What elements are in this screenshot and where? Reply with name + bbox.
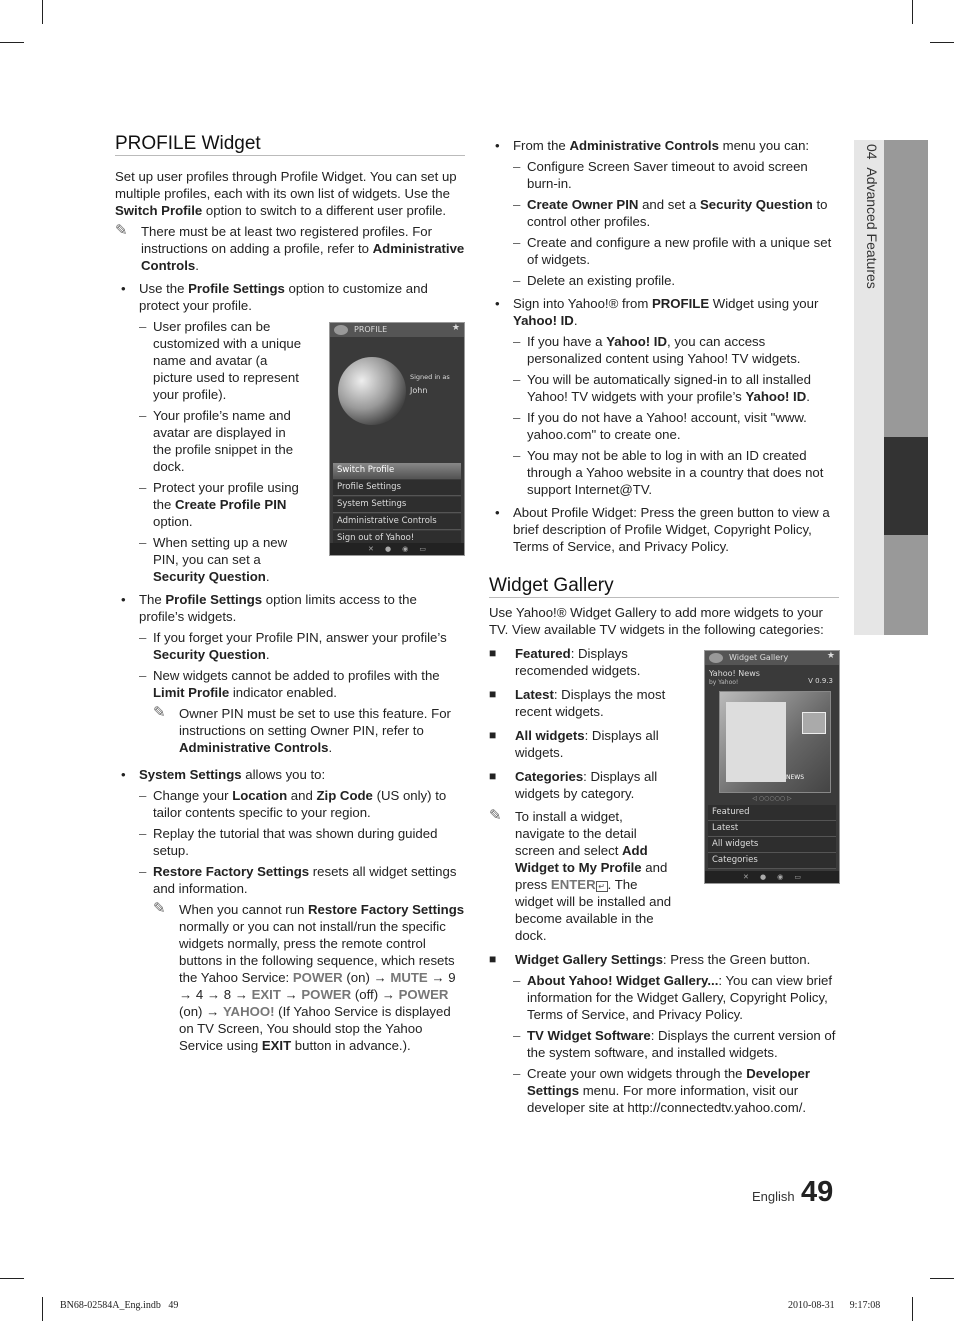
signed-in-label: Signed in as [410, 373, 450, 381]
remote-button-bar: ✕ ● ◉ ▭ [330, 543, 464, 555]
sub-item: – Protect your profile using the Create Profile PIN option. [139, 480, 299, 529]
chapter-title: Advanced Features [864, 167, 880, 289]
crop-mark [930, 1278, 954, 1279]
earth-avatar-icon [338, 357, 406, 425]
sub-item: – If you do not have a Yahoo! account, visit "www. yahoo.com" to create one. [513, 410, 807, 442]
bullet-profile-settings: • Use the Profile Settings option to customize and protect your profile. [121, 281, 428, 313]
profile-screen-header: PROFILE [330, 323, 464, 337]
crop-mark [930, 42, 954, 43]
sub-item: – About Yahoo! Widget Gallery...: You can view brief information for the Widget Gallery, Copyright Policy, Terms of Service, and Privacy Policy. [513, 973, 832, 1022]
bullet-about-profile: • About Profile Widget: Press the green button to view a brief description of Profile Widget, Copyright Policy, Terms of Service, and Privacy Policy. [495, 505, 830, 554]
note: ✎ When you cannot run Restore Factory Settings normally or you can not install/run the specific widgets normally, press the remote control buttons in the following sequence, which resets the Yahoo Service: POWER (on) → MUTE → 9 → 4 → 8 → EXIT → POWER (off) → POWER (on) → YAHOO! (If Yahoo Service is displayed on TV Screen, You should stop the Yahoo Service using EXIT button in advance.). [153, 900, 465, 1053]
note: ✎ To install a widget, navigate to the detail screen and select Add Widget to My Profile and press ENTER ↵ . The widget will be installed and become available in the dock. [489, 807, 672, 943]
bullet-sign-in: • Sign into Yahoo!® from PROFILE Widget using your Yahoo! ID. [495, 296, 819, 328]
sub-item: – Restore Factory Settings resets all widget settings and information. ✎ When you cannot run Restore Factory Settings normally or you can not install/run the specific widgets normally, press the remote control buttons in the following sequence, which resets the Yahoo Service: POWER (on) → MUTE → 9 → 4 → 8 → EXIT → POWER (off) → POWER (on) → YAHOO! (If Yahoo Service is displayed on TV Screen, You should stop the Yahoo Service using EXIT button in advance.). [139, 864, 465, 1053]
side-tab-active [884, 437, 928, 535]
menu-categories: Categories [708, 853, 836, 869]
crop-mark [0, 42, 24, 43]
news-label: NEWS [786, 774, 805, 781]
sub-item: – Your profile’s name and avatar are displayed in the profile snippet in the dock. [139, 408, 294, 474]
note: ✎ Owner PIN must be set to use this feature. For instructions on setting Owner PIN, refer to Administrative Controls. [153, 704, 451, 755]
chapter-number: 04 [864, 144, 880, 160]
footer-language: English [752, 1189, 795, 1204]
sub-item: – Replay the tutorial that was shown during guided setup. [139, 826, 438, 858]
intro-paragraph: Set up user profiles through Profile Widget. You can set up multiple profiles, each with its own list of widgets. Use the Switch Profile option to switch to a different user profile. [115, 169, 457, 218]
bullet-system-settings: • System Settings allows you to: [121, 767, 326, 782]
remote-button-bar: ✕ ● ◉ ▭ [705, 871, 839, 883]
profile-screen-image [329, 322, 465, 556]
sub-item: – TV Widget Software: Displays the current version of the system software, and installed widgets. [513, 1028, 836, 1060]
sub-item: – You will be automatically signed-in to all installed Yahoo! TV widgets with your profile’s Yahoo! ID. [513, 372, 811, 404]
crop-mark [42, 0, 43, 24]
widget-gallery-screen-image [704, 650, 840, 884]
crop-mark [42, 1297, 43, 1321]
footer-date: 2010-08-31 9:17:08 [788, 1300, 881, 1311]
profile-widget-heading: PROFILE Widget [115, 135, 465, 156]
note-pencil-icon: ✎ [489, 807, 502, 824]
bullet-profile-limits: • The Profile Settings option limits access to the profile’s widgets. [121, 592, 417, 624]
sub-item: – Change your Location and Zip Code (US only) to tailor contents specific to your region. [139, 788, 447, 820]
widget-gallery-settings: ■ Widget Gallery Settings: Press the Green button. [489, 952, 811, 967]
category-featured: ■ Featured: Displays recomended widgets. [489, 646, 641, 678]
gallery-app-version: V 0.9.3 [808, 677, 833, 685]
sub-item: – Create your own widgets through the Developer Settings menu. For more information, visit our developer site at http://connectedtv.yahoo.com/. [513, 1066, 810, 1115]
widget-gallery-heading: Widget Gallery [489, 577, 839, 598]
sub-item: – Create and configure a new profile with a unique set of widgets. [513, 235, 832, 267]
gallery-app-name: Yahoo! News [709, 669, 760, 678]
side-label [860, 144, 880, 344]
menu-switch-profile: Switch Profile [333, 463, 461, 479]
menu-all-widgets: All widgets [708, 837, 836, 853]
menu-profile-settings: Profile Settings [333, 480, 461, 496]
crop-mark [912, 0, 913, 24]
sub-item: – If you forget your Profile PIN, answer your profile’s Security Question. [139, 630, 447, 662]
sub-item: – If you have a Yahoo! ID, you can access personalized content using Yahoo! TV widgets. [513, 334, 801, 366]
star-icon: ★ [826, 651, 835, 661]
menu-latest: Latest [708, 821, 836, 837]
note: ✎ There must be at least two registered profiles. For instructions on adding a profile, refer to Administrative Controls. [115, 222, 465, 273]
sub-item: – User profiles can be customized with a unique name and avatar (a picture used to represent your profile). [139, 319, 302, 402]
note-pencil-icon: ✎ [153, 704, 166, 721]
sub-item: – New widgets cannot be added to profiles with the Limit Profile indicator enabled. ✎ Owner PIN must be set to use this feature. For instructions on setting Owner PIN, refer to Administrative Controls. [139, 667, 465, 756]
right-column [489, 137, 839, 1116]
profile-user-name: John [410, 386, 428, 395]
enter-icon: ↵ [596, 881, 608, 892]
sub-item: – Delete an existing profile. [513, 273, 676, 288]
sub-item: – You may not be able to log in with an ID created through a Yahoo website in a country that does not support Internet@TV. [513, 448, 824, 497]
footer-file: BN68-02584A_Eng.indb 49 [60, 1300, 179, 1311]
menu-featured: Featured [708, 805, 836, 821]
crop-mark [912, 1297, 913, 1321]
widget-gallery-intro: Use Yahoo!® Widget Gallery to add more widgets to your TV. View available TV widgets in the following categories: [489, 605, 824, 637]
page-indicator: ◁ ○○○○○ ▷ [752, 795, 792, 802]
menu-administrative-controls: Administrative Controls [333, 514, 461, 530]
sub-item: – Create Owner PIN and set a Security Question to control other profiles. [513, 197, 828, 229]
menu-system-settings: System Settings [333, 497, 461, 513]
yahoo-logo-icon [334, 325, 348, 335]
yahoo-logo-icon [709, 653, 723, 663]
bullet-admin-controls: • From the Administrative Controls menu you can: [495, 138, 810, 153]
star-icon: ★ [451, 323, 460, 333]
gallery-app-author: by Yahoo! [709, 679, 739, 686]
crop-mark [0, 1278, 24, 1279]
sub-item: – Configure Screen Saver timeout to avoid screen burn-in. [513, 159, 808, 191]
gallery-screen-header: Widget Gallery [705, 651, 839, 665]
side-tab [884, 535, 928, 635]
note-pencil-icon: ✎ [153, 900, 166, 917]
category-categories: ■ Categories: Displays all widgets by category. [489, 769, 658, 801]
note-pencil-icon: ✎ [115, 222, 128, 239]
sub-item: – When setting up a new PIN, you can set a Security Question. [139, 535, 288, 584]
left-column [115, 135, 465, 1054]
side-tab [884, 140, 928, 437]
category-latest: ■ Latest: Displays the most recent widgets. [489, 687, 666, 719]
page-number: 49 [801, 1176, 834, 1208]
gallery-preview-image [719, 691, 831, 793]
category-all-widgets: ■ All widgets: Displays all widgets. [489, 728, 659, 760]
menu-sign-out: Sign out of Yahoo! [333, 531, 461, 547]
